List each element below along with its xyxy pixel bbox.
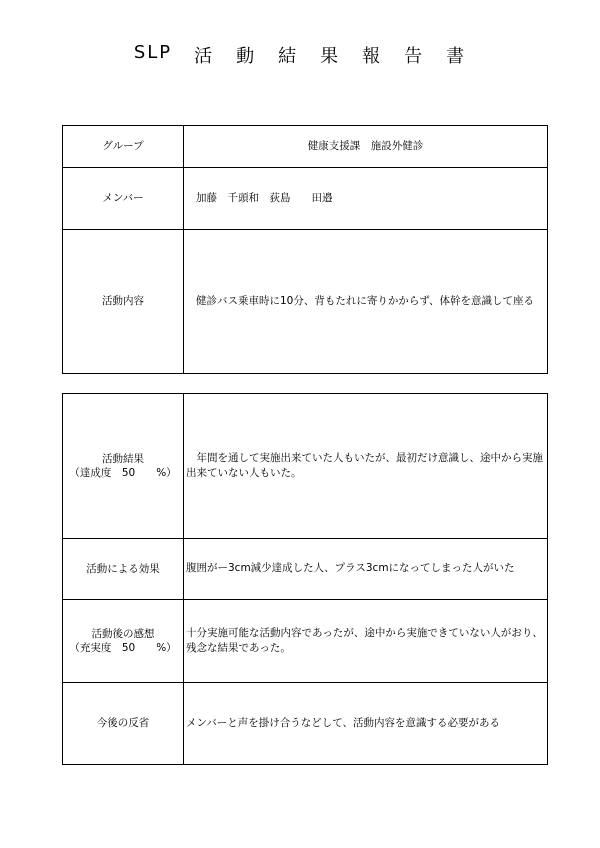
- content-row: [63, 230, 548, 374]
- members-value: 加藤 千頭和 荻島 田邉: [184, 168, 548, 230]
- group-value: 健康支援課 施設外健診: [184, 126, 548, 168]
- activity-result-table: [62, 393, 548, 765]
- group-label: グループ: [63, 126, 184, 168]
- impression-label-satisfaction: （充実度 50 %）: [69, 642, 177, 654]
- result-label-title: 活動結果: [102, 452, 144, 465]
- result-row: [63, 394, 548, 539]
- impression-value: 十分実施可能な活動内容であったが、途中から実施できていない人がおり、残念な結果であった。: [184, 600, 548, 683]
- result-label-achievement: （達成度 50 %）: [69, 467, 177, 479]
- title-char: 活: [194, 46, 215, 67]
- title-char: 告: [404, 46, 425, 67]
- reflection-label: 今後の反省: [63, 683, 184, 765]
- title-char: SLP: [133, 42, 173, 63]
- document-title: [0, 42, 600, 68]
- members-row: [63, 168, 548, 230]
- result-label: [63, 394, 184, 539]
- effect-label: 活動による効果: [63, 539, 184, 600]
- result-value: 年間を通して実施出来ていた人もいたが、最初だけ意識し、途中から実施出来ていない人もいた。: [184, 394, 548, 539]
- title-char: 結: [278, 46, 299, 67]
- content-label: 活動内容: [63, 230, 184, 374]
- title-char: 動: [236, 46, 257, 67]
- activity-info-table: [62, 125, 548, 374]
- title-char: 果: [320, 46, 341, 67]
- reflection-row: [63, 683, 548, 765]
- impression-label-title: 活動後の感想: [91, 627, 155, 640]
- effect-row: [63, 539, 548, 600]
- effect-value: 腹囲がー3cm減少達成した人、プラス3cmになってしまった人がいた: [184, 539, 548, 600]
- impression-label: [63, 600, 184, 683]
- members-label: メンバー: [63, 168, 184, 230]
- group-row: [63, 126, 548, 168]
- title-char: 書: [446, 46, 467, 67]
- content-value: 健診バス乗車時に10分、背もたれに寄りかからず、体幹を意識して座る: [184, 230, 548, 374]
- title-char: 報: [362, 46, 383, 67]
- reflection-value: メンバーと声を掛け合うなどして、活動内容を意識する必要がある: [184, 683, 548, 765]
- impression-row: [63, 600, 548, 683]
